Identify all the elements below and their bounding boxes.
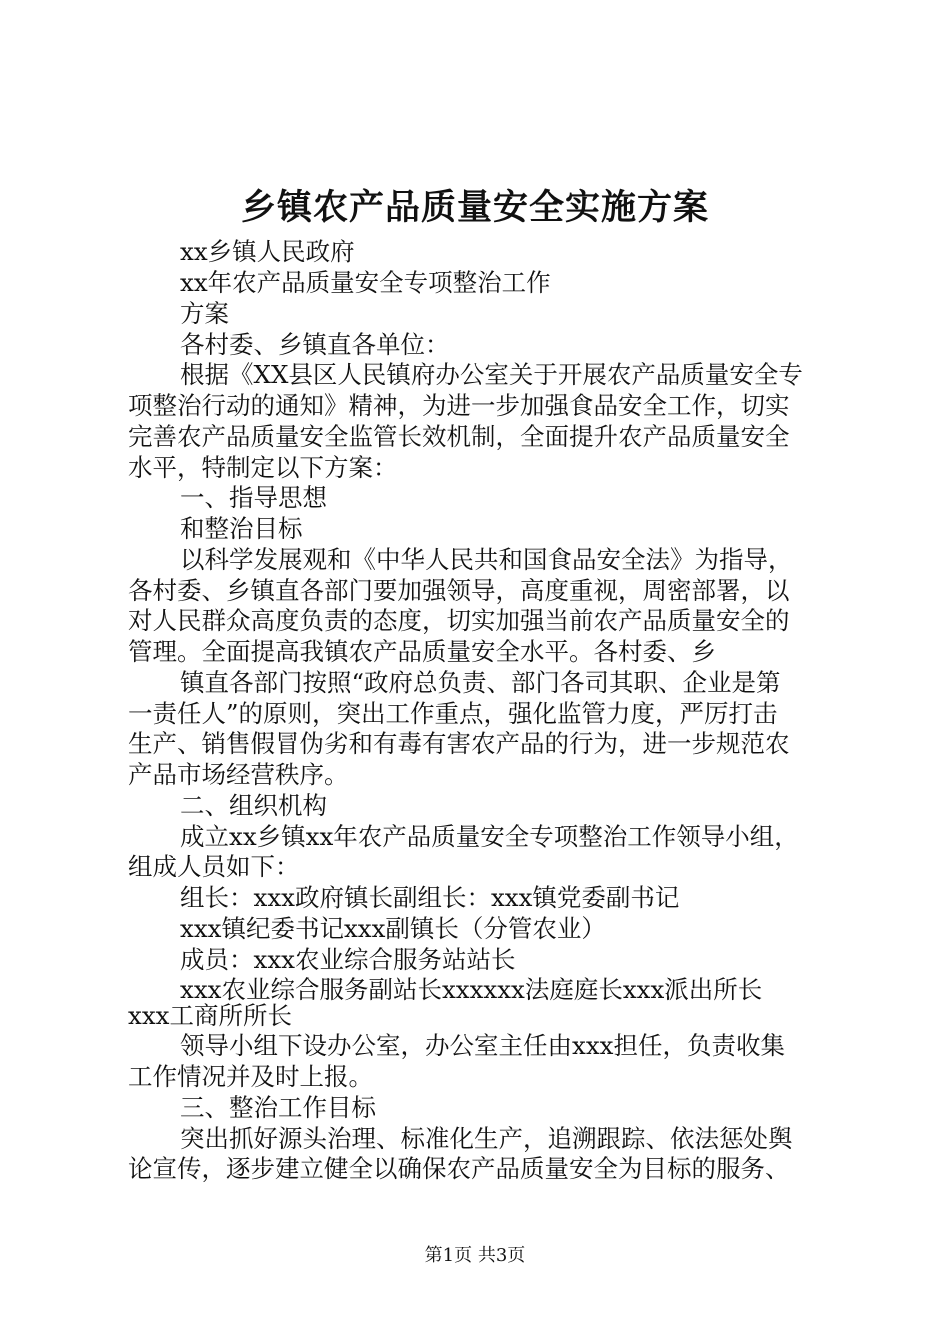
- text-line: 突出抓好源头治理、标准化生产，追溯跟踪、依法惩处舆: [180, 1124, 793, 1153]
- text-line: 各村委、乡镇直各单位：: [180, 330, 450, 359]
- text-line: 工作情况并及时上报。: [128, 1062, 373, 1091]
- text-line: 对人民群众高度负责的态度，切实加强当前农产品质量安全的: [128, 606, 790, 635]
- text-line: 方案: [180, 299, 229, 328]
- text-line: 项整治行动的通知》精神，为进一步加强食品安全工作，切实: [128, 391, 790, 420]
- document-title: 乡镇农产品质量安全实施方案: [240, 187, 709, 228]
- text-line: 镇直各部门按照“政府总负责、部门各司其职、企业是第: [180, 668, 781, 697]
- text-line: 管理。全面提高我镇农产品质量安全水平。各村委、乡: [128, 637, 716, 666]
- section-heading: 一、指导思想: [180, 483, 327, 512]
- text-line: 成立xx乡镇xx年农产品质量安全专项整治工作领导小组，: [180, 822, 799, 851]
- page-indicator: 第1页 共3页: [424, 1245, 526, 1266]
- text-line: 根据《XX县区人民镇府办公室关于开展农产品质量安全专: [180, 360, 803, 389]
- text-line: 论宣传，逐步建立健全以确保农产品质量安全为目标的服务、: [128, 1154, 790, 1183]
- text-line: 产品市场经营秩序。: [128, 760, 349, 789]
- text-line: 组长：xxx政府镇长副组长：xxx镇党委副书记: [180, 883, 680, 912]
- section-heading: 三、整治工作目标: [180, 1093, 376, 1122]
- text-line: xx乡镇人民政府: [180, 237, 355, 266]
- text-line: 水平，特制定以下方案：: [128, 453, 398, 482]
- text-line: 成员：xxx农业综合服务站站长: [180, 945, 516, 974]
- text-line: 一责任人”的原则，突出工作重点，强化监管力度，严厉打击: [128, 699, 778, 728]
- text-line: xxx镇纪委书记xxx副镇长（分管农业）: [180, 914, 606, 943]
- text-line: 领导小组下设办公室，办公室主任由xxx担任，负责收集: [180, 1031, 785, 1060]
- text-line: xx年农产品质量安全专项整治工作: [180, 268, 551, 297]
- text-line: 完善农产品质量安全监管长效机制，全面提升农产品质量安全: [128, 422, 790, 451]
- section-heading: 和整治目标: [180, 514, 303, 543]
- text-line: 各村委、乡镇直各部门要加强领导，高度重视，周密部署，以: [128, 576, 790, 605]
- text-line: xxx农业综合服务副站长xxxxxx法庭庭长xxx派出所长: [180, 975, 763, 1004]
- text-line: 以科学发展观和《中华人民共和国食品安全法》为指导，: [180, 545, 793, 574]
- text-line: xxx工商所所长: [128, 1001, 292, 1030]
- text-line: 生产、销售假冒伪劣和有毒有害农产品的行为，进一步规范农: [128, 729, 790, 758]
- section-heading: 二、组织机构: [180, 791, 327, 820]
- text-line: 组成人员如下：: [128, 852, 300, 881]
